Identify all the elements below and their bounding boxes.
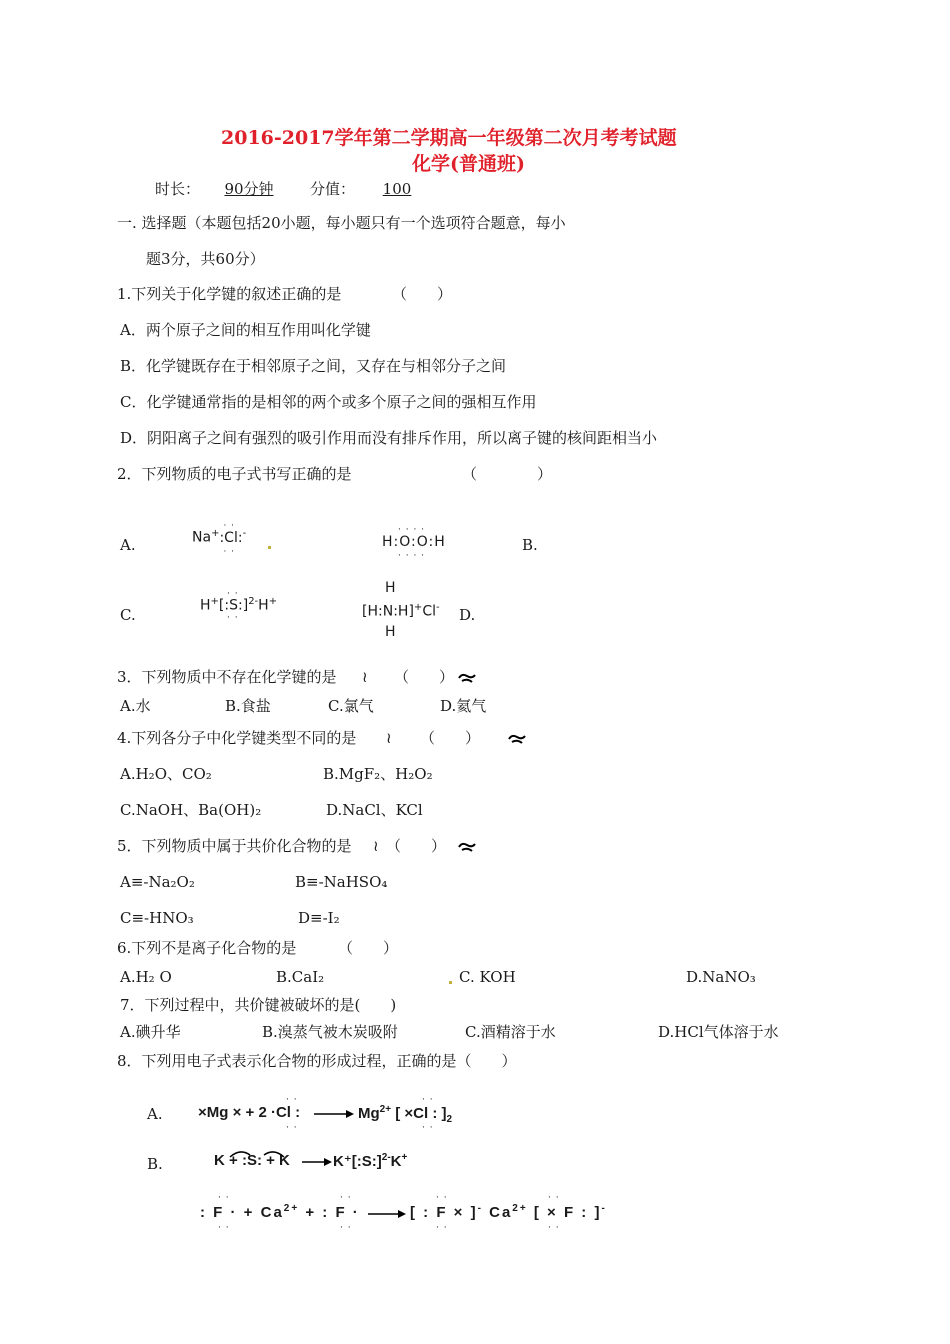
q3-option-a: A.水	[120, 697, 151, 715]
q8-formula-k2s-product: K⁺[:S:]$^{2-}$K+	[333, 1152, 408, 1170]
q8-formula-mgcl2: ×Mg × + 2 ·Cl :	[198, 1104, 301, 1121]
formula-s: S	[229, 597, 238, 614]
formula-cl: Cl	[413, 1105, 429, 1122]
formula-k: K	[279, 1152, 290, 1169]
q8-formula-caf2: : F · + $Ca^{2+}$ + : F ·	[200, 1203, 360, 1221]
formula-s: S	[361, 1153, 372, 1170]
formula-h: H	[258, 597, 269, 614]
q2-option-b-label: B.	[522, 536, 538, 554]
q2-formula-h2s: H+[:S:]$^{2-}$H+	[200, 596, 278, 614]
q7-option-b: B.溴蒸气被木炭吸附	[262, 1023, 398, 1041]
formula-ca: Ca	[489, 1204, 513, 1221]
dots: · ·	[218, 1193, 230, 1203]
duration-label: 时长：	[155, 180, 201, 198]
section-heading: 一. 选择题（本题包括20小题，每小题只有一个选项符合题意，每小	[117, 214, 566, 232]
q7-option-a: A.碘升华	[120, 1023, 181, 1041]
formula-f: F	[335, 1204, 347, 1221]
formula-k-ion: K⁺[	[333, 1153, 357, 1170]
dots: · ·	[422, 1123, 434, 1133]
q2-option-c-label: C.	[120, 606, 136, 624]
formula-f: F	[563, 1204, 576, 1221]
stray-mark: ≀	[386, 729, 392, 747]
q8-stem: 8．下列用电子式表示化合物的形成过程，正确的是（ ）	[117, 1052, 517, 1070]
q5-answer-bracket: （ ）	[386, 837, 447, 855]
stray-dot	[449, 981, 452, 984]
q8-option-b-label: B.	[147, 1155, 163, 1173]
stray-mark: ≀	[362, 668, 368, 686]
formula-cl: Cl	[275, 1104, 291, 1121]
dots: · ·	[340, 1193, 352, 1203]
q2-formula-nacl: Na+:Cl: · · · · -	[192, 520, 247, 557]
q2-stem: 2．下列物质的电子式书写正确的是	[117, 465, 352, 483]
q4-option-a: A.H₂O、CO₂	[120, 765, 212, 783]
dots: · ·	[340, 1223, 352, 1233]
q3-option-c: C.氯气	[328, 697, 374, 715]
formula-h: H	[367, 603, 378, 620]
dots: · ·	[286, 1095, 298, 1105]
q2-h2s-dots-top: · ·	[227, 589, 239, 599]
reaction-arrow-icon	[314, 1110, 354, 1118]
score-label: 分值：	[310, 180, 356, 198]
scribble-icon	[458, 841, 476, 853]
q5-option-c: C≡-HNO₃	[120, 909, 194, 927]
q7-option-d: D.HCl气体溶于水	[658, 1023, 779, 1041]
formula-mg: Mg	[358, 1105, 380, 1122]
q8-formula-mgcl2-product: $Mg^{2+}$ [ ×Cl : ]$_2$	[358, 1104, 453, 1125]
dots: · ·	[548, 1193, 560, 1203]
q8-formula-caf2-product: [ : F × ]- $Ca^{2+}$ [ × F : ]-	[410, 1203, 607, 1221]
formula-f: F	[213, 1204, 225, 1221]
formula-cl: Cl	[224, 529, 238, 546]
exam-subtitle: 化学(普通班)	[412, 153, 525, 175]
formula-s: S	[246, 1152, 257, 1169]
scribble-icon	[508, 733, 526, 745]
q8-option-a-label: A.	[147, 1105, 163, 1123]
dots: · ·	[218, 1223, 230, 1233]
q2-h2s-dots-bottom: · ·	[227, 613, 239, 623]
duration-value: 90分钟	[224, 180, 274, 198]
q2-nh4cl-top-h: H	[385, 580, 396, 596]
formula-ca: Ca	[260, 1204, 284, 1221]
formula-na: Na	[192, 529, 212, 546]
q6-stem: 6.下列不是离子化合物的是	[117, 939, 297, 957]
q6-option-b: B.CaI₂	[276, 968, 325, 986]
section-heading-cont: 题3分，共60分）	[146, 250, 265, 268]
q2-h2o2-dots-bottom: · · · ·	[398, 551, 426, 561]
dots: · ·	[436, 1223, 448, 1233]
formula-n: N	[382, 603, 394, 620]
dots: · ·	[436, 1193, 448, 1203]
q5-option-b: B≡-NaHSO₄	[295, 873, 388, 891]
q6-answer-bracket: （ ）	[338, 939, 399, 957]
q1-option-d: D．阴阳离子之间有强烈的吸引作用而没有排斥作用，所以离子键的核间距相当小	[120, 429, 658, 447]
formula-k: K	[390, 1153, 402, 1170]
q2-nh4cl-bottom-h: H	[385, 624, 396, 640]
formula-h: H	[397, 603, 409, 620]
q4-stem: 4.下列各分子中化学键类型不同的是	[117, 729, 357, 747]
q2-formula-h2o2: H:O:O:H	[382, 534, 446, 550]
q1-option-a: A．两个原子之间的相互作用叫化学键	[120, 321, 371, 339]
stray-dot	[268, 546, 271, 549]
q2-option-a-label: A.	[120, 536, 136, 554]
dots: · ·	[422, 1095, 434, 1105]
q3-answer-bracket: （ ）	[394, 668, 455, 686]
q7-option-c: C.酒精溶于水	[465, 1023, 556, 1041]
reaction-arrow-icon	[368, 1210, 406, 1218]
q5-stem: 5．下列物质中属于共价化合物的是	[117, 837, 352, 855]
reaction-arrow-icon	[302, 1158, 332, 1166]
q6-option-d: D.NaNO₃	[686, 968, 756, 986]
q3-option-b: B.食盐	[225, 697, 271, 715]
q1-stem: 1.下列关于化学键的叙述正确的是	[117, 285, 342, 303]
formula-f: F	[436, 1204, 448, 1221]
q4-option-c: C.NaOH、Ba(OH)₂	[120, 801, 262, 819]
scribble-icon	[458, 672, 476, 684]
q2-formula-nh4cl: [H:N:H]+Cl-	[362, 602, 440, 620]
formula-cl: Cl	[422, 603, 436, 620]
exam-title: 2016-2017学年第二学期高一年级第二次月考考试题	[221, 127, 677, 149]
formula-k: K	[214, 1152, 225, 1169]
q3-option-d: D.氦气	[440, 697, 487, 715]
q1-answer-bracket: （ ）	[392, 285, 453, 303]
q2-option-d-label: D.	[459, 606, 476, 624]
q1-option-b: B．化学键既存在于相邻原子之间，又存在与相邻分子之间	[120, 357, 507, 375]
q2-answer-bracket: （ ）	[462, 465, 553, 483]
formula-mg-left: ×Mg × + 2 ·	[198, 1104, 276, 1121]
formula-charge: 2-	[248, 596, 259, 607]
q5-option-a: A≡-Na₂O₂	[120, 873, 195, 891]
q4-answer-bracket: （ ）	[420, 729, 481, 747]
q2-h2o2-dots-top: · · · ·	[398, 525, 426, 535]
q6-option-a: A.H₂ O	[120, 968, 172, 986]
formula-h: H	[200, 597, 211, 614]
dots: · ·	[286, 1123, 298, 1133]
q7-stem: 7．下列过程中，共价键被破坏的是( )	[120, 996, 397, 1014]
dots: · ·	[548, 1223, 560, 1233]
q3-stem: 3．下列物质中不存在化学键的是	[117, 668, 337, 686]
score-value: 100	[382, 180, 412, 198]
q1-option-c: C．化学键通常指的是相邻的两个或多个原子之间的强相互作用	[120, 393, 537, 411]
q6-option-c: C. KOH	[459, 968, 516, 986]
q4-option-d: D.NaCl、KCl	[326, 801, 423, 819]
q4-option-b: B.MgF₂、H₂O₂	[323, 765, 433, 783]
q8-formula-k2s: K + :S: + K	[214, 1152, 290, 1169]
q5-option-d: D≡-I₂	[298, 909, 340, 927]
electron-transfer-arrows-icon	[228, 1148, 288, 1158]
stray-mark: ≀	[373, 837, 379, 855]
